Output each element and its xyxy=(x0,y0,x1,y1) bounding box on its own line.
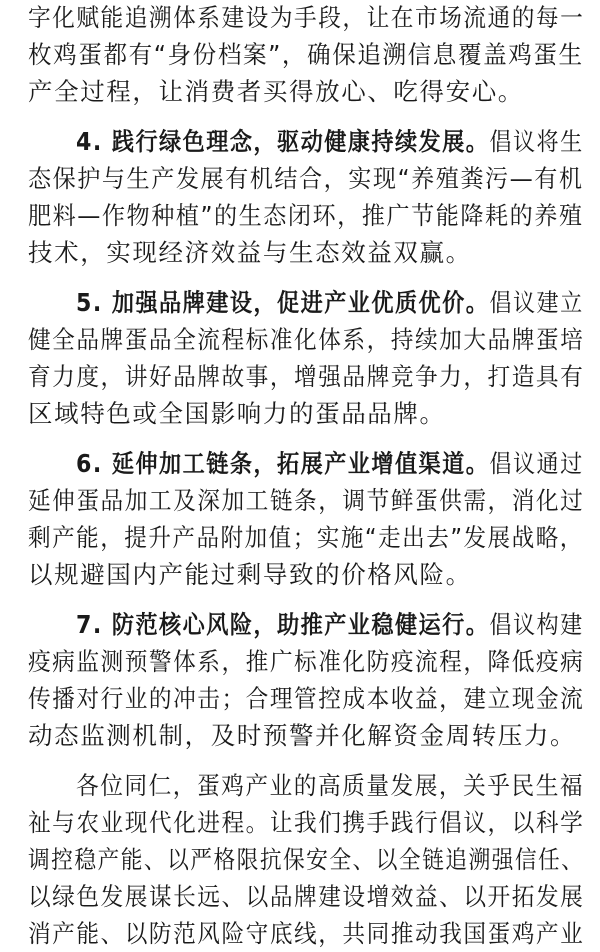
section-heading: 4. 践行绿色理念，驱动健康持续发展。 xyxy=(76,127,490,156)
text-line: 传播对行业的冲击；合理管控成本收益，建立现金流 xyxy=(28,684,585,713)
text-line: 健全品牌蛋品全流程标准化体系，持续加大品牌蛋培 xyxy=(28,325,585,354)
text-line: 字化赋能追溯体系建设为手段，让在市场流通的每一 xyxy=(28,3,585,32)
text-line: 技术，实现经济效益与生态效益双赢。 xyxy=(28,238,472,267)
text-line: 枚鸡蛋都有“身份档案”，确保追溯信息覆盖鸡蛋生 xyxy=(28,40,584,69)
text-line: 产全过程，让消费者买得放心、吃得安心。 xyxy=(28,77,524,106)
text-line: 区域特色或全国影响力的蛋品品牌。 xyxy=(28,399,446,428)
text-line: 态保护与生产发展有机结合，实现“养殖粪污—有机 xyxy=(28,164,584,193)
text-line: 消产能、以防范风险守底线，共同推动我国蛋鸡产业 xyxy=(28,919,585,948)
text-line: 肥料—作物种植”的生态闭环，推广节能降耗的养殖 xyxy=(28,201,584,230)
section-5-line: 5. 加强品牌建设，促进产业优质优价。倡议建立 xyxy=(76,288,584,317)
section-heading: 6. 延伸加工链条，拓展产业增值渠道。 xyxy=(76,449,490,478)
text-line: 祉与农业现代化进程。让我们携手践行倡议，以科学 xyxy=(28,808,585,837)
text-line: 剩产能，提升产品附加值；实施“走出去”发展战略， xyxy=(28,523,584,552)
closing-paragraph-line: 各位同仁，蛋鸡产业的高质量发展，关乎民生福 xyxy=(76,771,585,800)
text-line: 动态监测机制，及时预警并化解资金周转压力。 xyxy=(28,721,577,750)
section-6-line: 6. 延伸加工链条，拓展产业增值渠道。倡议通过 xyxy=(76,449,584,478)
section-heading: 7. 防范核心风险，助推产业稳健运行。 xyxy=(76,610,490,639)
text-line: 疫病监测预警体系，推广标准化防疫流程，降低疫病 xyxy=(28,647,585,676)
section-heading: 5. 加强品牌建设，促进产业优质优价。 xyxy=(76,288,490,317)
document-body xyxy=(28,0,585,948)
text-line: 以规避国内产能过剩导致的价格风险。 xyxy=(28,560,472,589)
text-line: 以绿色发展谋长远、以品牌建设增效益、以开拓发展 xyxy=(28,882,585,911)
text-line: 育力度，讲好品牌故事，增强品牌竞争力，打造具有 xyxy=(28,362,585,391)
section-7-line: 7. 防范核心风险，助推产业稳健运行。倡议构建 xyxy=(76,610,584,639)
section-4-line: 4. 践行绿色理念，驱动健康持续发展。倡议将生 xyxy=(76,127,584,156)
text-line: 调控稳产能、以严格限抗保安全、以全链追溯强信任、 xyxy=(28,845,585,874)
text-line: 延伸蛋品加工及深加工链条，调节鲜蛋供需，消化过 xyxy=(28,486,585,515)
